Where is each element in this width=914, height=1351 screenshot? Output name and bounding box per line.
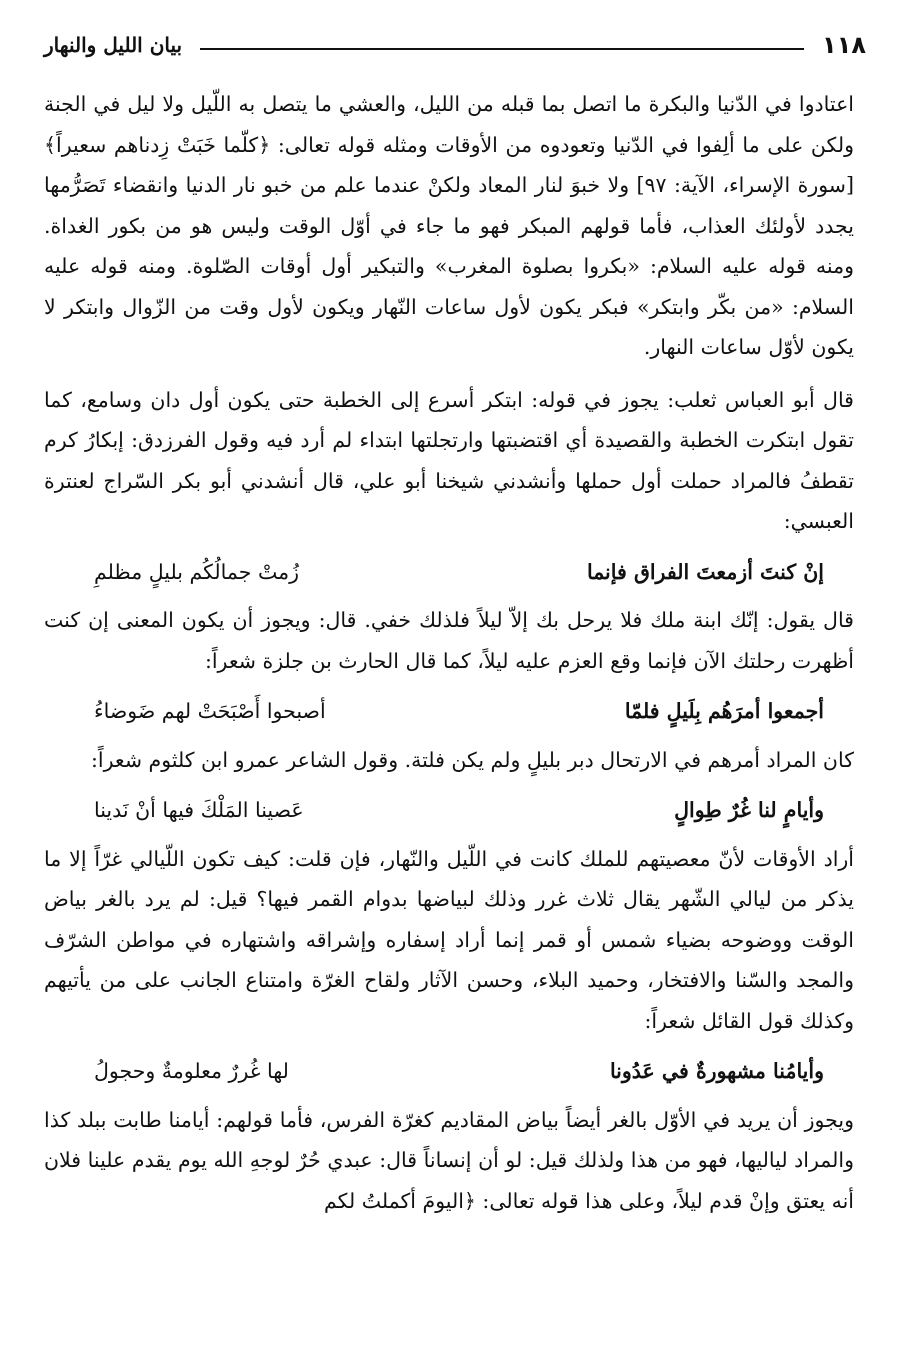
running-title: بيان الليل والنهار xyxy=(44,33,183,57)
verse-4 xyxy=(44,1051,854,1092)
verse-2-second-hemistich: أصبحوا أَصْبَحَتْ لهم ضَوضاءُ xyxy=(94,699,326,723)
verse-3-first-hemistich: وأيامٍ لنا غُرٌ طِوالٍ xyxy=(674,798,824,822)
paragraph-4: كان المراد أمرهم في الارتحال دبر بليلٍ ولم يكن فلتة. وقول الشاعر عمرو ابن كلثوم شعراً: xyxy=(91,747,854,772)
verse-3 xyxy=(44,790,854,831)
paragraph-1: اعتادوا في الدّنيا والبكرة ما اتصل بما قبله من الليل، والعشي ما يتصل به اللّيل ولا ليل في الجنة ولكن على ما ألِفوا في الدّنيا وتعودوه من الأوقات ومثله قوله تعالى: ﴿كلّما خَبَتْ زِدناهم سعيراً﴾ [سورة الإسراء، الآية: ٩٧] ولا خبوَ لنار المعاد ولكنْ عندما علم من خبو نار الدنيا وانقضاء تَصَرُّمها يجدد لأولئك العذاب، فأما قولهم المبكر فهو ما جاء في أوّل الوقت وليس هو من بكور الغداة. ومنه قوله عليه السلام: «بكروا بصلوة المغرب» والتبكير أول أوقات الصّلوة. ومنه قوله عليه السلام: «من بكّر وابتكر» فبكر يكون لأول ساعات النّهار ويكون لأول وقت من الزّوال وابتكر لا يكون لأوّل ساعات النهار. xyxy=(44,92,854,359)
verse-4-second-hemistich: لها غُررٌ معلومةٌ وحجولُ xyxy=(94,1059,289,1083)
verse-3-second-hemistich: عَصينا المَلْكَ فيها أنْ نَدينا xyxy=(94,798,304,822)
verse-1-second-hemistich: زُمتْ جمالُكُم بليلٍ مظلمِ xyxy=(94,559,299,584)
paragraph-3: قال يقول: إنّك ابنة ملك فلا يرحل بك إلاّ ليلاً فلذلك خفي. قال: ويجوز أن يكون المعنى إن كنت أظهرت رحلتك الآن فإنما وقع العزم عليه ليلاً، كما قال الحارث بن جلزة شعراً: xyxy=(44,608,854,673)
verse-2-first-hemistich: أجمعوا أمرَهُم بِلَيلٍ فلمّا xyxy=(624,699,824,723)
verse-2 xyxy=(44,691,854,732)
page-header xyxy=(44,28,866,62)
page-number: ١١٨ xyxy=(822,31,866,59)
body-text xyxy=(44,84,854,1221)
verse-1-first-hemistich: إنْ كنتَ أزمعتَ الفراق فإنما xyxy=(586,559,824,584)
header-rule xyxy=(200,48,804,50)
paragraph-2: قال أبو العباس ثعلب: يجوز في قوله: ابتكر أسرع إلى الخطبة حتى يكون أول دان وسامع، كما تقول ابتكرت الخطبة والقصيدة أي اقتضبتها وارتجلتها ابتداء لم أرد فيه وقول الفرزدق: إبكارُ كرم تقطفُ فالمراد حملت أول حملها وأنشدني شيخنا أبو علي، قال أنشدني أبو بكر السّراج لعنترة العبسي: xyxy=(44,387,854,533)
verse-1 xyxy=(44,552,854,593)
verse-4-first-hemistich: وأيامُنا مشهورةٌ في عَدُونا xyxy=(609,1059,824,1083)
paragraph-5: أراد الأوقات لأنّ معصيتهم للملك كانت في اللّيل والنّهار، فإن قلت: كيف تكون اللّيالي غرّاً إلا ما يذكر من ليالي الشّهر يقال ثلاث غرر وذلك لبياضها بدوام القمر فيها؟ قيل: لم يرد بالغر بياض الوقت ووضوحه بضياء شمس أو قمر إنما أراد إسفاره وإشراقه واشتهاره في مواطن الشرّف والمجد والسّنا والافتخار، وحميد البلاء، وحسن الآثار ولقاح الغرّة وامتناع الجانب على من يأتيهم وكذلك قول القائل شعراً: xyxy=(44,846,854,1033)
paragraph-6: ويجوز أن يريد في الأوّل بالغر أيضاً بياض المقاديم كغرّة الفرس، فأما قولهم: أيامنا طابت ببلد كذا والمراد لياليها، فهو من هذا ولذلك قيل: لو أن إنساناً قال: عبدي حُرٌ لوجهِ الله يوم يقدم علينا فلان أنه يعتق وإنْ قدم ليلاً، وعلى هذا قوله تعالى: ﴿اليومَ أكملتُ لكم xyxy=(44,1107,854,1213)
